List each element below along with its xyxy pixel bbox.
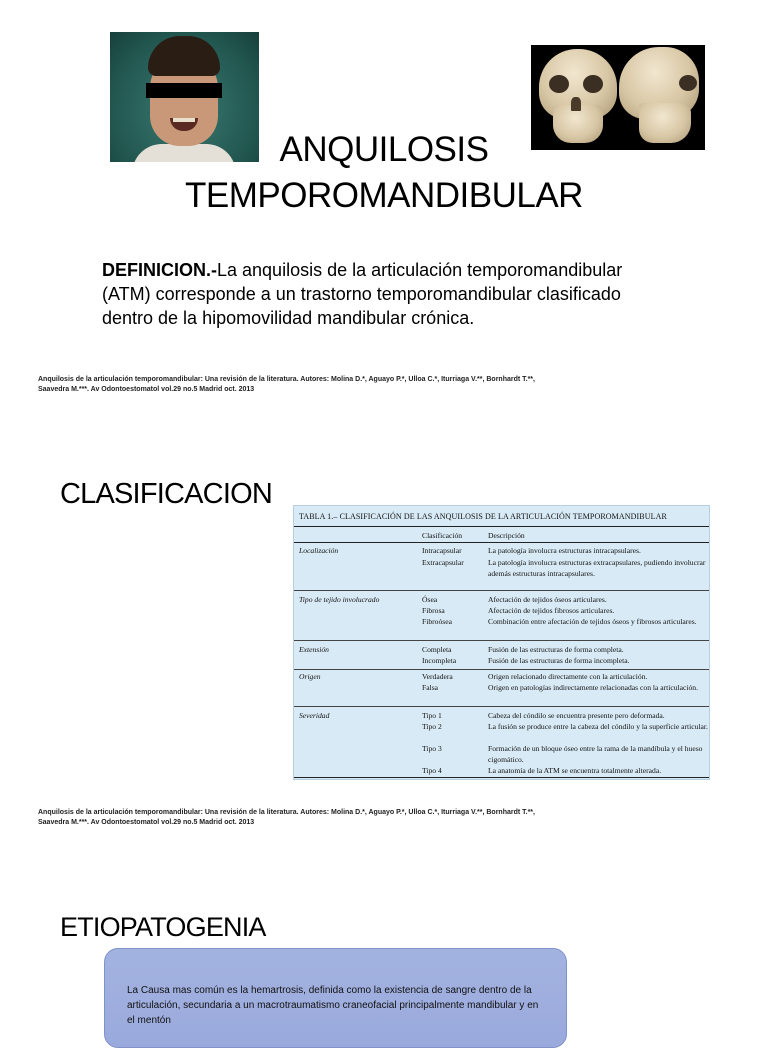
table-cell: Fusión de las estructuras de forma incompleta. [488,656,630,665]
table-cell: La fusión se produce entre la cabeza del cóndilo y la superficie articular. [488,722,708,731]
table-cell: Fibrosa [422,606,445,615]
table-cell: Tipo 1 [422,711,442,720]
table-cell: Completa [422,645,452,654]
etiology-text-box [104,948,567,1048]
citation-line: Saavedra M.***. Av Odontoestomatol vol.29 no.5 Madrid oct. 2013 [38,386,255,393]
table-cell: Fusión de las estructuras de forma completa. [488,645,624,654]
table-cell: Afectación de tejidos fibrosos articulares. [488,606,615,615]
citation-line: Anquilosis de la articulación temporomandibular: Una revisión de la literatura. Autores: Molina D.*, Aguayo P.*, Ulloa C.*, Iturriaga V.**, Bornhardt T.**, [38,376,535,383]
table-cell: Cabeza del cóndilo se encuentra presente pero deformada. [488,711,665,720]
definition-text: La anquilosis de la articulación temporomandibular (ATM) corresponde a un trastorno temporomandibular clasificado dentro de la hipomovilidad mandibular crónica. [102,260,623,328]
definition-label: DEFINICION.- [102,260,217,280]
table-cell: Falsa [422,683,439,692]
table-cell: Origen en patologías indirectamente relacionadas con la articulación. [488,683,699,692]
table-cell: La anatomía de la ATM se encuentra totalmente alterada. [488,766,662,775]
column-header: Descripción [488,531,525,540]
table-cell: Verdadera [422,672,453,681]
citation-line: Anquilosis de la articulación temporomandibular: Una revisión de la literatura. Autores: Molina D.*, Aguayo P.*, Ulloa C.*, Iturriaga V.**, Bornhardt T.**, [38,809,535,816]
table-cell: Fibroósea [422,617,452,626]
table-category: Localización [299,546,339,555]
table-cell: Tipo 2 [422,722,442,731]
table-caption: TABLA 1.– CLASIFICACIÓN DE LAS ANQUILOSIS DE LA ARTICULACIÓN TEMPOROMANDIBULAR [299,512,667,521]
table-cell: Incompleta [422,656,457,665]
table-cell: Origen relacionado directamente con la articulación. [488,672,648,681]
definition-paragraph [102,258,662,330]
table-cell: Formación de un bloque óseo entre la rama de la mandíbula y el hueso cigomático. [488,744,703,764]
citation [38,375,598,395]
section-heading-etiopatogenia: ETIOPATOGENIA [60,912,266,942]
page-title: ANQUILOSIS TEMPOROMANDIBULAR [185,130,583,215]
citation [38,808,598,828]
table-cell: Tipo 3 [422,744,442,753]
table-category: Severidad [299,711,330,720]
table-category: Origen [299,672,321,681]
column-header: Clasificación [422,531,463,540]
eye-censor-bar [146,83,222,98]
classification-table [293,505,710,780]
table-cell: Tipo 4 [422,766,442,775]
etiology-text: La Causa mas común es la hemartrosis, definida como la existencia de sangre dentro de la articulación, secundaria a un macrotraumatismo craneofacial principalmente mandibular y en el mentón [127,985,539,1026]
table-category: Tipo de tejido involucrado [299,595,380,604]
table-cell: Intracapsular [422,546,462,555]
table-cell: Ósea [422,595,438,604]
table-category: Extensión [299,645,329,654]
table-cell: Extracapsular [422,558,464,567]
table-cell: La patología involucra estructuras intracapsulares. [488,546,641,555]
citation-line: Saavedra M.***. Av Odontoestomatol vol.29 no.5 Madrid oct. 2013 [38,819,255,826]
table-cell: Afectación de tejidos óseos articulares. [488,595,607,604]
table-cell: Combinación entre afectación de tejidos óseos y fibrosos articulares. [488,617,697,626]
table-cell: La patología involucra estructuras extracapsulares, pudiendo involucrar además estructuras intracapsulares. [488,558,706,578]
section-heading-clasificacion: CLASIFICACION [60,478,272,510]
